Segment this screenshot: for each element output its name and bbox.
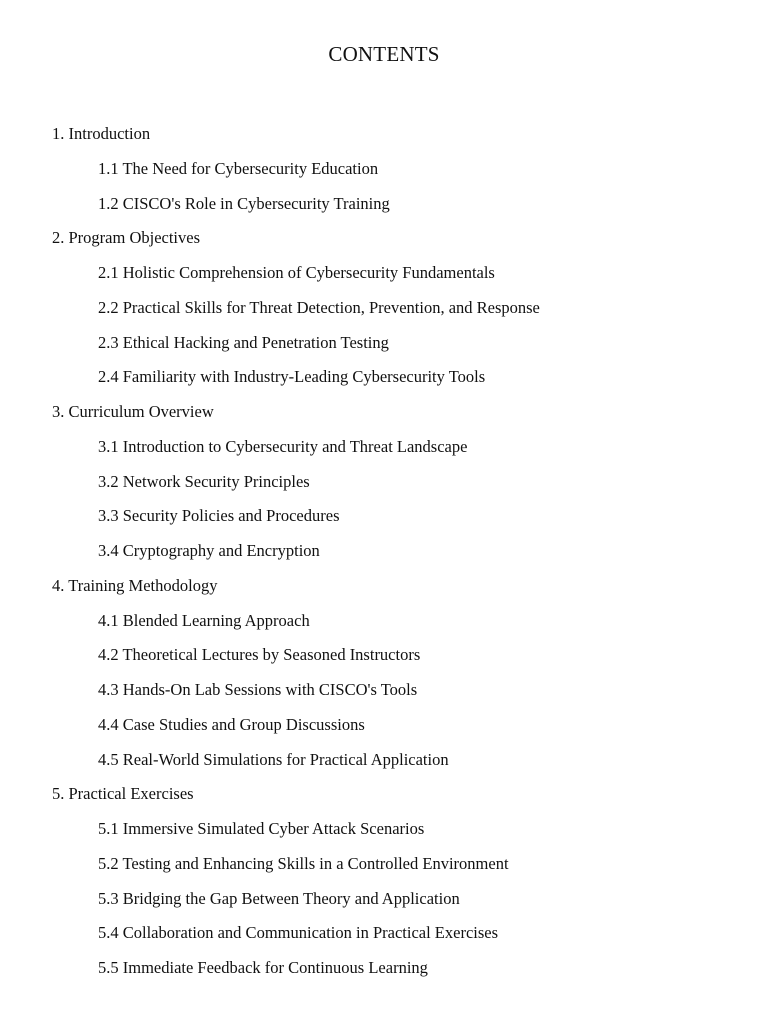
toc-subsection: 5.1 Immersive Simulated Cyber Attack Scenarios (98, 819, 425, 838)
toc-subsection: 2.2 Practical Skills for Threat Detection, Prevention, and Response (98, 297, 540, 317)
toc-subsection: 4.1 Blended Learning Approach (98, 610, 310, 630)
toc-subsection: 3.2 Network Security Principles (98, 471, 310, 491)
page-title: CONTENTS (328, 42, 440, 66)
toc-subsection: 4.2 Theoretical Lectures by Seasoned Instructors (98, 645, 421, 665)
table-of-contents (0, 123, 768, 992)
toc-subsection: 2.1 Holistic Comprehension of Cybersecurity Fundamentals (98, 263, 495, 282)
toc-section: 2. Program Objectives (52, 228, 201, 248)
toc-section: 4. Training Methodology (52, 575, 218, 595)
toc-section: 3. Curriculum Overview (52, 402, 214, 421)
toc-subsection: 5.3 Bridging the Gap Between Theory and Application (98, 888, 460, 908)
toc-subsection: 4.5 Real-World Simulations for Practical Application (98, 749, 449, 769)
toc-subsection: 4.4 Case Studies and Group Discussions (98, 714, 365, 734)
toc-subsection: 3.3 Security Policies and Procedures (98, 506, 340, 526)
toc-subsection: 5.4 Collaboration and Communication in Practical Exercises (98, 923, 499, 943)
toc-subsection: 3.4 Cryptography and Encryption (98, 541, 320, 560)
toc-subsection: 1.2 CISCO's Role in Cybersecurity Training (98, 193, 390, 213)
toc-subsection: 5.2 Testing and Enhancing Skills in a Controlled Environment (98, 853, 509, 873)
toc-subsection: 2.4 Familiarity with Industry-Leading Cybersecurity Tools (98, 367, 486, 387)
toc-subsection: 2.3 Ethical Hacking and Penetration Testing (98, 332, 389, 352)
toc-subsection: 5.5 Immediate Feedback for Continuous Learning (98, 958, 428, 977)
toc-subsection: 4.3 Hands-On Lab Sessions with CISCO's Tools (98, 680, 418, 699)
toc-subsection: 1.1 The Need for Cybersecurity Education (98, 158, 379, 178)
toc-section: 5. Practical Exercises (52, 784, 194, 804)
toc-section: 1. Introduction (52, 124, 151, 143)
toc-subsection: 3.1 Introduction to Cybersecurity and Threat Landscape (98, 436, 468, 456)
